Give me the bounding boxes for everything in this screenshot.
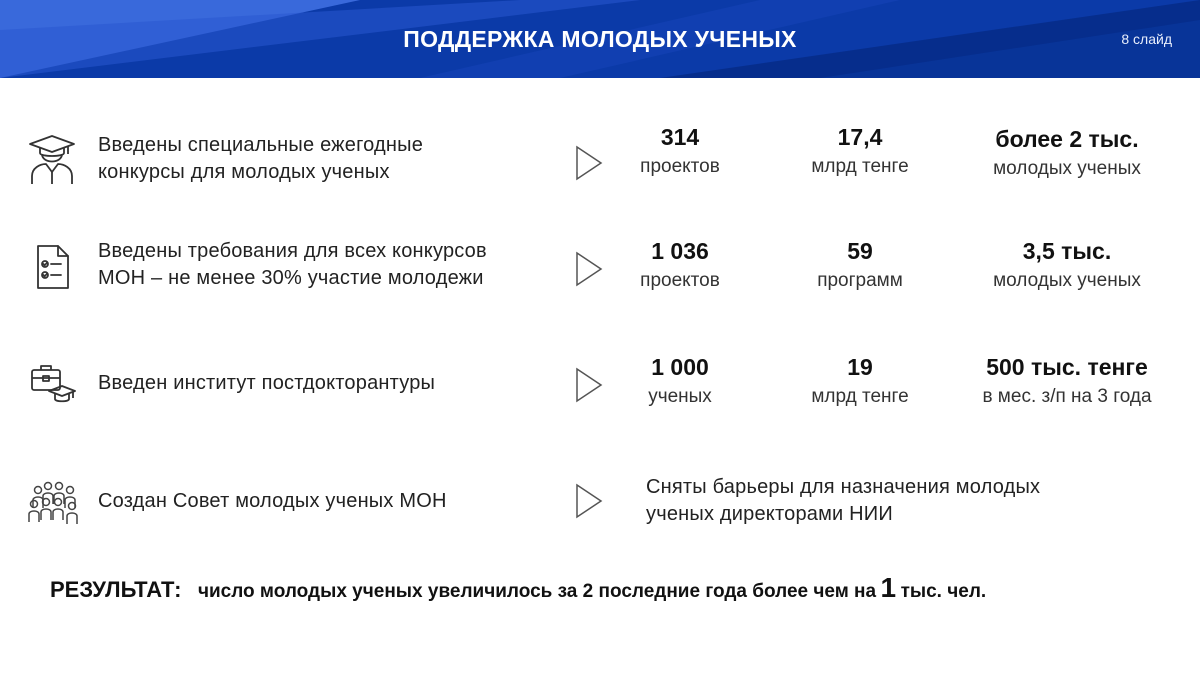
graduate-icon (28, 134, 76, 184)
stat-projects: 314 проектов (640, 124, 720, 177)
stat-programs: 59 программ (817, 238, 903, 291)
page-title: ПОДДЕРЖКА МОЛОДЫХ УЧЕНЫХ (403, 26, 797, 52)
group-people-icon (28, 476, 80, 526)
result-text: число молодых ученых увеличилось за 2 последние года более чем на (197, 581, 877, 602)
row-young-scientists-contests (0, 120, 1200, 210)
row-young-scientists-council (0, 470, 1200, 560)
result-summary (50, 572, 1170, 604)
stat-scientists-count: 1 000 ученых (648, 354, 712, 407)
stat-funding: 19 млрд тенге (811, 354, 909, 407)
header-banner (0, 0, 1200, 78)
slide-number: 8 слайд (1121, 31, 1172, 47)
document-checklist-icon (28, 242, 76, 292)
row-description: Введены специальные ежегодные конкурсы для молодых ученых (98, 134, 424, 183)
barriers-note: Сняты барьеры для назначения молодых ученых директорами НИИ (646, 476, 1041, 525)
row-description: Введен институт постдокторантуры (98, 372, 436, 394)
result-label: РЕЗУЛЬТАТ: (50, 577, 182, 602)
briefcase-graduation-cap-icon (28, 358, 76, 408)
stat-salary: 500 тыс. тенге в мес. з/п на 3 года (982, 354, 1152, 407)
stat-scientists: более 2 тыс. молодых ученых (993, 126, 1141, 179)
triangle-right-outline-icon (574, 482, 604, 520)
row-youth-participation-requirement (0, 234, 1200, 324)
stat-funding: 17,4 млрд тенге (811, 124, 909, 177)
stat-projects: 1 036 проектов (640, 238, 720, 291)
result-number: 1 (880, 572, 897, 603)
result-unit: тыс. чел. (900, 581, 987, 602)
row-description: Введены требования для всех конкурсов МОН – не менее 30% участие молодежи (98, 240, 487, 289)
row-description: Создан Совет молодых ученых МОН (98, 490, 447, 512)
row-postdoc-institute (0, 350, 1200, 440)
stat-scientists: 3,5 тыс. молодых ученых (993, 238, 1141, 291)
